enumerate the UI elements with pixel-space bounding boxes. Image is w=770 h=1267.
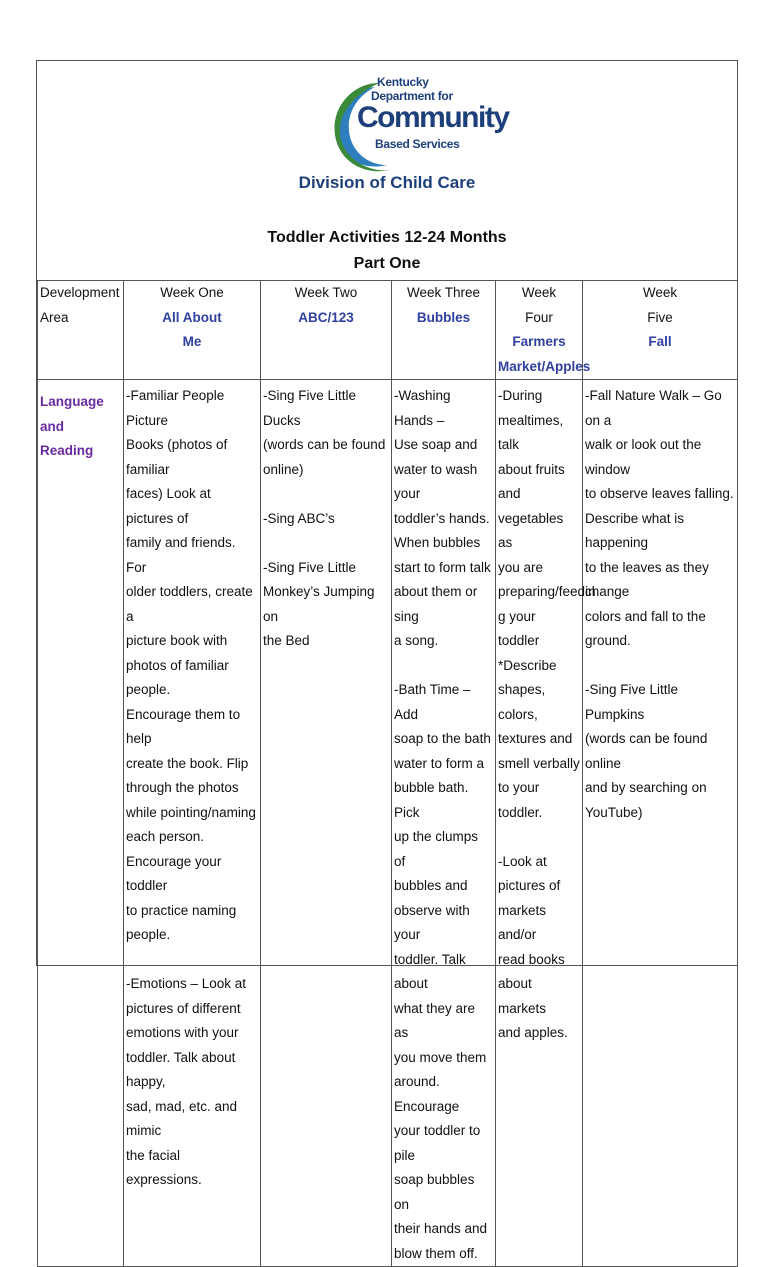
week-one-header [124, 281, 261, 380]
week-label: Week Four [521, 285, 557, 325]
document-header [37, 61, 737, 281]
week-theme: All About Me [162, 309, 222, 349]
activities-table [37, 280, 738, 1267]
document-frame [36, 60, 738, 1261]
week-label: Week One [160, 285, 224, 300]
activity-text: -During mealtimes, talk about fruits and vegetables as you are preparing/feedin g your toddler *Describe shapes, colors, textures and smell verbally to your toddler. -Look at pictures of markets and/or read books about markets and apples. [498, 388, 596, 1040]
week-four-header [496, 281, 591, 380]
activity-text: -Familiar People Picture Books (photos of familiar faces) Look at pictures of family and friends. For older toddlers, create a picture book with photos of familiar people. Encourage them to help create the book. Flip through the photos while pointing/naming each person. Encourage your toddler to practice naming people. -Emotions – Look at pictures of different emotions with your toddler. Talk about happy, sad, mad, etc. and mimic the facial expressions. [126, 388, 256, 1187]
logo-line-kentucky: Kentucky [377, 75, 429, 89]
week-label: Week Three [406, 285, 481, 300]
week-label: Week Two [294, 285, 358, 300]
document-subtitle: Part One [353, 255, 421, 272]
logo-line-based-services: Based Services [375, 137, 460, 151]
division-title: Division of Child Care [298, 173, 476, 192]
document-title: Toddler Activities 12-24 Months [267, 229, 507, 246]
table-header-row [38, 281, 738, 380]
activity-cell-week-two [261, 380, 392, 1267]
activity-cell-week-one [124, 380, 261, 1267]
table-row [38, 380, 738, 1267]
activity-cell-week-three [392, 380, 496, 1267]
activity-cell-week-four [496, 380, 596, 1267]
week-two-header [261, 281, 392, 380]
week-five-header [583, 281, 738, 380]
week-three-header [392, 281, 496, 380]
week-theme: Farmers Market/Apples [498, 334, 591, 374]
week-theme: Bubbles [416, 309, 471, 325]
development-area-cell [38, 380, 124, 1267]
week-theme: ABC/123 [298, 309, 354, 325]
logo-line-department: Department for [371, 89, 453, 103]
week-label: Week Five [642, 285, 678, 325]
activity-text: -Fall Nature Walk – Go on a walk or look out the window to observe leaves falling. Describe what is happening to the leaves as they change colors and fall to the ground. -Sing Five Little Pumpkins (words can be found online and by searching on YouTube) [585, 388, 734, 820]
logo-line-community: Community [357, 101, 509, 134]
development-area-label: Language and Reading [40, 394, 104, 458]
activity-text: -Sing Five Little Ducks (words can be found online) -Sing ABC’s -Sing Five Little Monkey’s Jumping on the Bed [263, 388, 386, 648]
week-theme: Fall [648, 334, 672, 349]
activity-cell-week-five [583, 380, 738, 1267]
development-area-header: Development Area [38, 281, 124, 380]
activity-text: -Washing Hands – Use soap and water to wash your toddler’s hands. When bubbles start to form talk about them or sing a song. -Bath Time – Add soap to the bath water to form a bubble bath. Pick up the clumps of bubbles and observe with your toddler. Talk about what they are as you move them around. Encourage your toddler to pile soap bubbles on their hands and blow them off. [394, 388, 491, 1261]
